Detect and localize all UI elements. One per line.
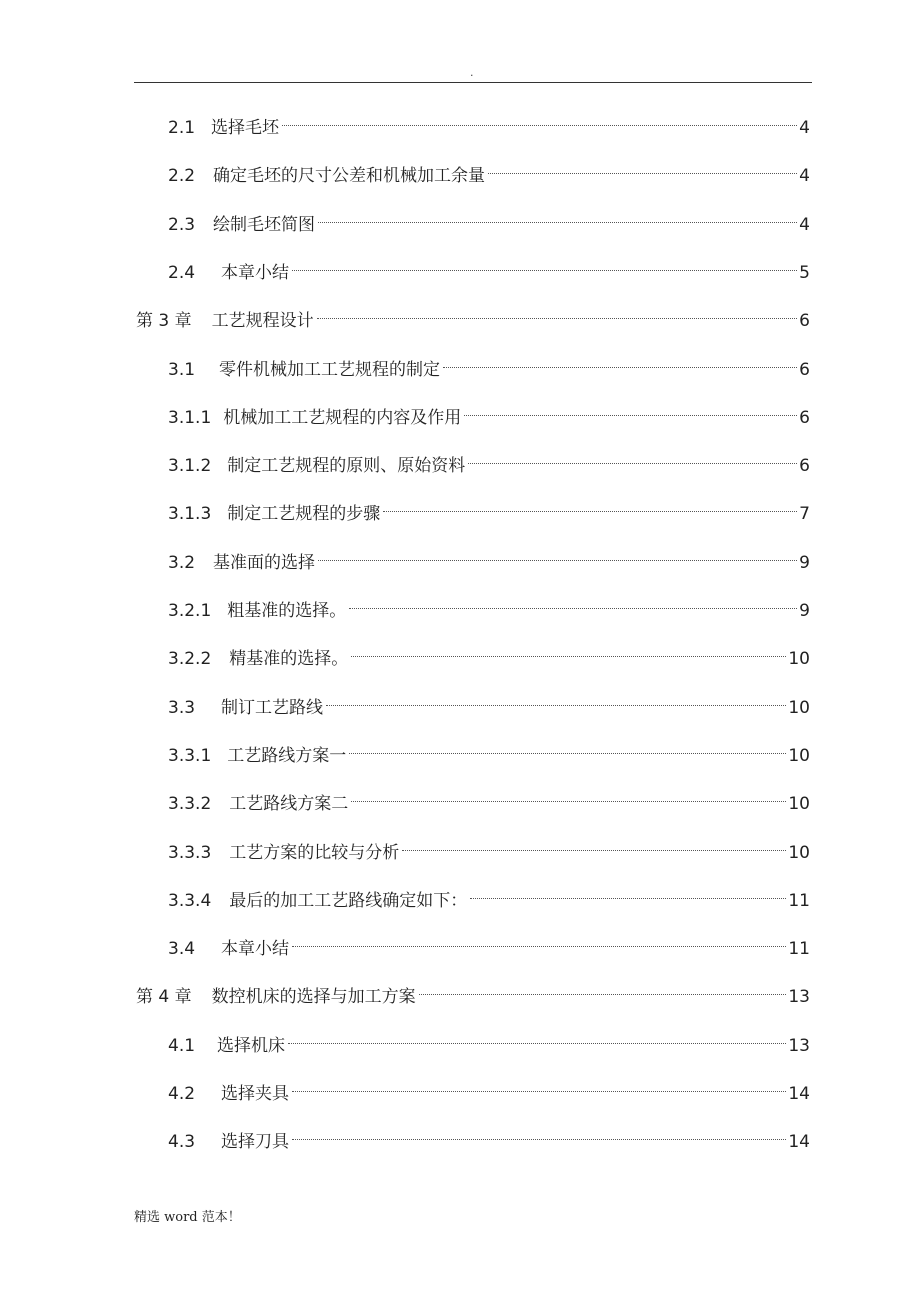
toc-dot-leader: [351, 656, 786, 657]
toc-entry-title: 最后的加工工艺路线确定如下：: [229, 890, 468, 911]
toc-entry-title: 绘制毛坯简图: [213, 214, 316, 235]
toc-dot-leader: [317, 318, 798, 319]
toc-dot-leader: [292, 1139, 786, 1140]
toc-entry-page: 10: [788, 794, 810, 815]
toc-dot-leader: [282, 125, 797, 126]
toc-entry-number: 3.3.3: [168, 842, 212, 863]
toc-entry-page: 5: [799, 262, 810, 283]
toc-dot-leader: [292, 270, 797, 271]
toc-entry[interactable]: [168, 547, 810, 579]
toc-entry-number: 3.2.1: [168, 601, 212, 621]
toc-entry-number: 3.3.1: [168, 745, 212, 766]
toc-entry-page: 7: [799, 504, 810, 525]
toc-dot-leader: [318, 222, 797, 223]
toc-entry-page: 14: [788, 1084, 810, 1104]
toc-dot-leader: [464, 415, 797, 416]
page-footer: 精选 word 范本！: [134, 1210, 241, 1225]
toc-entry-page: 9: [799, 552, 810, 573]
toc-entry-title: 工艺路线方案二: [229, 794, 349, 815]
toc-entry[interactable]: [168, 498, 810, 530]
toc-entry-title: 精基准的选择。: [229, 649, 349, 670]
toc-entry-title: 选择夹具: [221, 1084, 290, 1104]
header-mark: .: [470, 66, 474, 79]
toc-dot-leader: [383, 511, 797, 512]
toc-entry-title: 粗基准的选择。: [227, 601, 347, 621]
toc-dot-leader: [349, 753, 786, 754]
toc-entry-number: 3.3.2: [168, 794, 212, 815]
toc-entry[interactable]: [168, 933, 810, 965]
toc-entry-title: 本章小结: [221, 262, 290, 283]
toc-entry-number: 3.3: [168, 697, 196, 718]
toc-dot-leader: [288, 1043, 786, 1044]
toc-entry-title: 选择刀具: [221, 1132, 290, 1153]
toc-entry-number: 3.1.1: [168, 407, 212, 428]
toc-entry[interactable]: [168, 354, 810, 386]
toc-entry-page: 6: [799, 456, 810, 477]
toc-entry-page: 4: [799, 214, 810, 235]
toc-entry-page: 4: [799, 166, 810, 187]
toc-entry-number: 3.2.2: [168, 649, 212, 670]
toc-entry-title: 本章小结: [221, 939, 290, 960]
toc-entry-title: 工艺方案的比较与分析: [229, 842, 400, 863]
toc-entry[interactable]: [136, 981, 810, 1013]
toc-entry-number: 3.1.2: [168, 456, 212, 477]
toc-entry-title: 零件机械加工工艺规程的制定: [219, 359, 441, 380]
toc-entry-title: 选择机床: [217, 1035, 286, 1056]
toc-entry-number: 2.1: [168, 118, 196, 138]
toc-dot-leader: [468, 463, 797, 464]
toc-dot-leader: [351, 801, 786, 802]
toc-entry[interactable]: [136, 305, 810, 337]
toc-entry-page: 6: [799, 359, 810, 380]
toc-entry[interactable]: [168, 1078, 810, 1110]
toc-entry-number: 2.2: [168, 166, 196, 187]
toc-entry-page: 10: [788, 745, 810, 766]
toc-entry[interactable]: [168, 257, 810, 289]
toc-entry-title: 工艺规程设计: [211, 311, 314, 332]
toc-entry[interactable]: [168, 788, 810, 820]
toc-entry-title: 选择毛坯: [211, 118, 280, 138]
toc-dot-leader: [318, 560, 797, 561]
toc-entry-title: 基准面的选择: [213, 552, 316, 573]
toc-entry[interactable]: [168, 595, 810, 627]
toc-entry[interactable]: [168, 1126, 810, 1158]
toc-entry-number: 4.2: [168, 1084, 196, 1104]
toc-dot-leader: [349, 608, 797, 609]
toc-entry-page: 6: [799, 407, 810, 428]
toc-entry-page: 9: [799, 601, 810, 621]
toc-dot-leader: [488, 173, 797, 174]
toc-entry[interactable]: [168, 643, 810, 675]
toc-entry-number: 3.1: [168, 359, 196, 380]
toc-entry-page: 14: [788, 1132, 810, 1153]
header-rule: [134, 82, 812, 83]
toc-entry-title: 制定工艺规程的步骤: [227, 504, 381, 525]
toc-entry-title: 机械加工工艺规程的内容及作用: [223, 407, 462, 428]
toc-dot-leader: [419, 994, 787, 995]
toc-entry-title: 制订工艺路线: [221, 697, 324, 718]
toc-entry-title: 工艺路线方案一: [227, 745, 347, 766]
toc-entry[interactable]: [168, 402, 810, 434]
toc-dot-leader: [292, 1091, 786, 1092]
toc-entry[interactable]: [168, 692, 810, 724]
toc-entry-number: 2.3: [168, 214, 196, 235]
toc-entry-page: 6: [799, 311, 810, 332]
toc-entry-number: 3.2: [168, 552, 196, 573]
toc-entry-page: 13: [788, 1035, 810, 1056]
toc-entry-number: 3.4: [168, 939, 196, 960]
toc-entry-title: 制定工艺规程的原则、原始资料: [227, 456, 466, 477]
toc-entry[interactable]: [168, 209, 810, 241]
toc-entry-number: 4.3: [168, 1132, 196, 1153]
toc-entry-title: 确定毛坯的尺寸公差和机械加工余量: [213, 166, 486, 187]
toc-entry-page: 11: [788, 890, 810, 911]
toc-entry[interactable]: [168, 160, 810, 192]
toc-dot-leader: [292, 946, 786, 947]
toc-dot-leader: [402, 850, 786, 851]
toc-entry-page: 10: [788, 842, 810, 863]
toc-entry-page: 4: [799, 118, 810, 138]
toc-entry-number: 4.1: [168, 1035, 196, 1056]
toc-entry-title: 数控机床的选择与加工方案: [211, 987, 416, 1008]
toc-entry[interactable]: [168, 837, 810, 869]
toc-entry-page: 10: [788, 697, 810, 718]
toc-entry[interactable]: [168, 740, 810, 772]
toc-entry[interactable]: [168, 112, 810, 144]
toc-entry-page: 10: [788, 649, 810, 670]
toc-entry-number: 3.3.4: [168, 890, 212, 911]
toc-entry-number: 2.4: [168, 262, 196, 283]
toc-entry-page: 11: [788, 939, 810, 960]
toc-dot-leader: [443, 367, 797, 368]
toc-entry[interactable]: [168, 450, 810, 482]
toc-entry[interactable]: [168, 1030, 810, 1062]
toc-entry[interactable]: [168, 885, 810, 917]
toc-entry-number: 第 3 章: [136, 311, 192, 332]
toc-entry-number: 3.1.3: [168, 504, 212, 525]
toc-entry-page: 13: [788, 987, 810, 1008]
toc-dot-leader: [326, 705, 786, 706]
toc-entry-number: 第 4 章: [136, 987, 192, 1008]
toc-dot-leader: [470, 898, 786, 899]
